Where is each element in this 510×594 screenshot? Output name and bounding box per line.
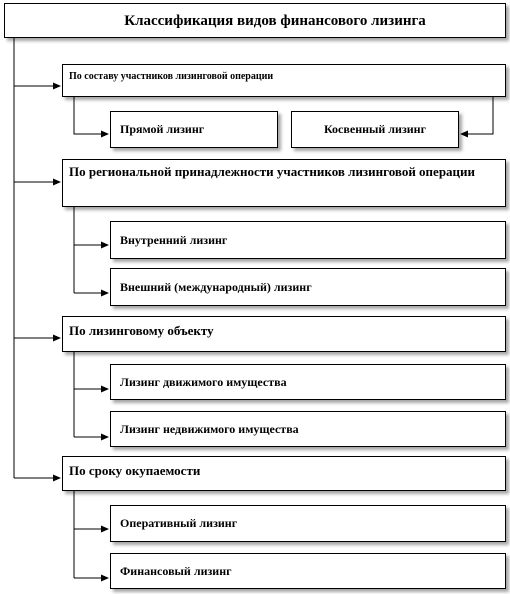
leaf-operating-leasing: Оперативный лизинг (110, 505, 506, 542)
leaf-direct-leasing: Прямой лизинг (110, 111, 278, 148)
leaf-international-leasing: Внешний (международный) лизинг (110, 268, 506, 306)
leaf-immovable-property: Лизинг недвижимого имущества (110, 411, 506, 447)
category-regional-affiliation: По региональной принадлежности участников лизинговой операции (62, 159, 506, 207)
leaf-indirect-leasing: Косвенный лизинг (291, 111, 459, 148)
leaf-domestic-leasing: Внутренний лизинг (110, 221, 506, 259)
leaf-financial-leasing: Финансовый лизинг (110, 553, 506, 589)
arrow-to-indirect-leasing (461, 97, 493, 134)
category-leasing-object: По лизинговому объекту (62, 316, 506, 352)
category-participants-composition: По составу участников лизинговой операции (62, 64, 506, 97)
arrow-to-direct-leasing (74, 97, 108, 134)
category-payback-period: По сроку окупаемости (62, 456, 506, 491)
diagram-title: Классификация видов финансового лизинга (4, 3, 506, 38)
leaf-movable-property: Лизинг движимого имущества (110, 364, 506, 400)
